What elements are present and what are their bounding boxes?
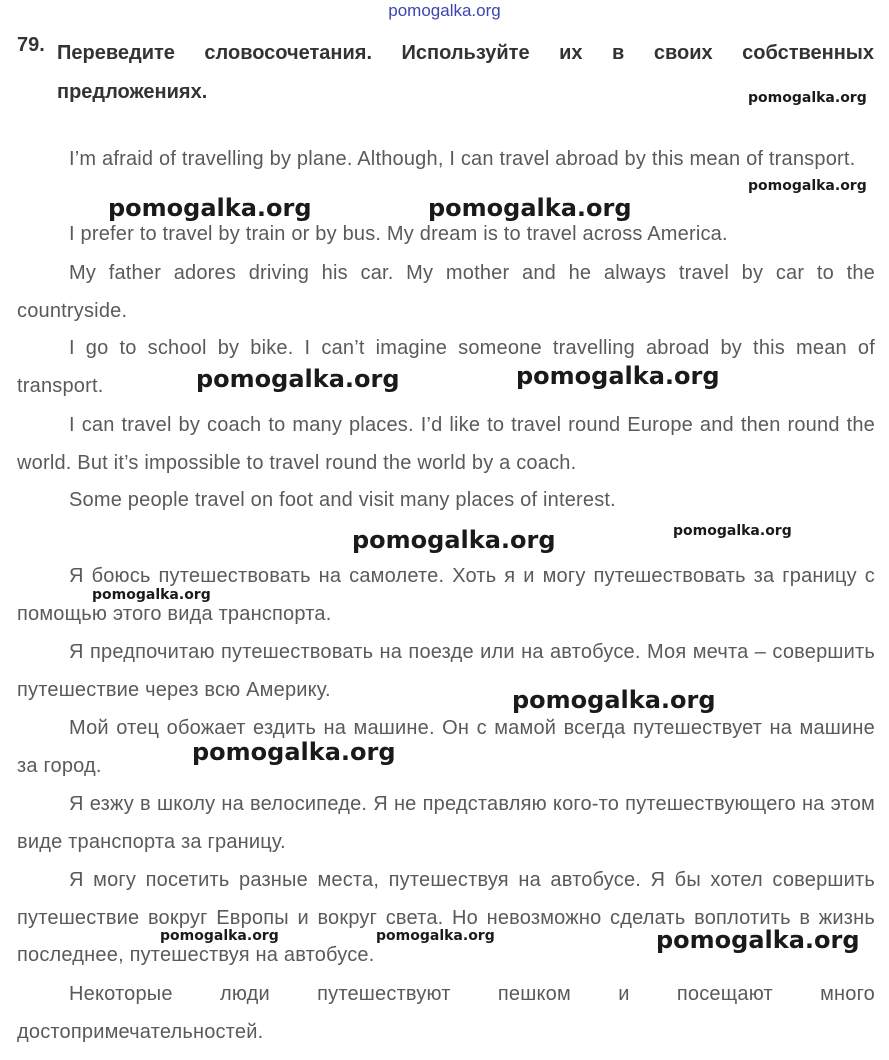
watermark: pomogalka.org — [108, 194, 312, 222]
watermark: pomogalka.org — [192, 738, 396, 766]
watermark: pomogalka.org — [748, 90, 867, 106]
watermark: pomogalka.org — [92, 587, 211, 603]
russian-paragraph-3: Мой отец обожает ездить на машине. Он с мамой всегда путешествует на машине за город. — [17, 717, 875, 777]
watermark: pomogalka.org — [376, 928, 495, 944]
watermark: pomogalka.org — [748, 178, 867, 194]
watermark: pomogalka.org — [656, 926, 860, 954]
task-title: Переведите словосочетания. Используйте их в своих собственных предложениях. — [57, 42, 874, 103]
watermark: pomogalka.org — [352, 526, 556, 554]
watermark: pomogalka.org — [516, 362, 720, 390]
russian-paragraph-1: Я боюсь путешествовать на самолете. Хоть я и могу путешествовать за границу с помощью этого вида транспорта. — [17, 565, 875, 625]
russian-paragraph-4: Я езжу в школу на велосипеде. Я не представляю кого-то путешествующего на этом виде транспорта за границу. — [17, 793, 875, 853]
english-paragraph-6: Some people travel on foot and visit many places of interest. — [69, 489, 616, 511]
watermark: pomogalka.org — [673, 523, 792, 539]
watermark: pomogalka.org — [160, 928, 279, 944]
russian-paragraph-6: Некоторые люди путешествуют пешком и посещают много достопримечательностей. — [17, 983, 875, 1043]
russian-paragraph-5: Я могу посетить разные места, путешествуя на автобусе. Я бы хотел совершить путешествие вокруг Европы и вокруг света. Но невозможно сделать воплотить в жизнь последнее, путешествуя на автобусе. — [17, 869, 875, 966]
site-url-header[interactable]: pomogalka.org — [388, 1, 501, 20]
watermark: pomogalka.org — [428, 194, 632, 222]
english-paragraph-3: My father adores driving his car. My mother and he always travel by car to the countryside. — [17, 262, 875, 322]
english-paragraph-2: I prefer to travel by train or by bus. My dream is to travel across America. — [69, 223, 728, 245]
task-number: 79. — [17, 34, 45, 56]
watermark: pomogalka.org — [512, 686, 716, 714]
english-paragraph-5: I can travel by coach to many places. I’d like to travel round Europe and then round the world. But it’s impossible to travel round the world by a coach. — [17, 414, 875, 474]
watermark: pomogalka.org — [196, 365, 400, 393]
english-paragraph-4: I go to school by bike. I can’t imagine someone travelling abroad by this mean of transport. — [17, 337, 875, 397]
english-paragraph-1: I’m afraid of travelling by plane. Although, I can travel abroad by this mean of transport. — [69, 148, 856, 170]
russian-paragraph-2: Я предпочитаю путешествовать на поезде или на автобусе. Моя мечта – совершить путешествие через всю Америку. — [17, 641, 875, 701]
